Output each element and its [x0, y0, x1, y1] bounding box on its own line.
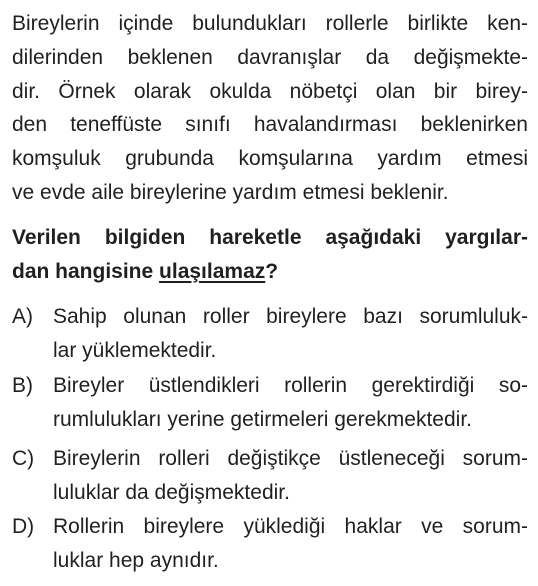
question-line: Verilen bilgiden hareketle aşağıdaki yargılar-: [12, 226, 528, 249]
passage-line: komşuluk grubunda komşularına yardım etmesi: [12, 147, 528, 170]
option-text: Bireylerin rolleri değiştikçe üstleneceği sorum-: [53, 447, 528, 470]
option-text: Bireyler üstlendikleri rollerin gerektirdiği so-: [53, 374, 528, 397]
passage-line: dilerinden beklenen davranışlar da değişmekte-: [12, 46, 528, 69]
question-line: [12, 260, 278, 284]
option-text: lar yüklemektedir.: [53, 339, 217, 362]
passage-line: dir. Örnek olarak okulda nöbetçi olan bir birey-: [12, 80, 528, 103]
option-letter: C): [12, 447, 35, 470]
option-text: luluklar da değişmektedir.: [53, 481, 290, 504]
option-letter: A): [12, 305, 33, 328]
passage-line: den teneffüste sınıfı havalandırması beklenirken: [12, 113, 528, 136]
passage-line: Bireylerin içinde bulundukları rollerle birlikte ken-: [12, 12, 528, 35]
question-emphasis: ulaşılamaz: [159, 260, 266, 283]
option-letter: D): [12, 515, 35, 538]
question-text: dan hangisine: [12, 260, 160, 283]
question-mark: ?: [265, 260, 279, 283]
option-text: rumlulukları yerine getirmeleri gerekmektedir.: [53, 408, 472, 431]
option-text: Rollerin bireylere yüklediği haklar ve sorum-: [53, 515, 528, 538]
option-letter: B): [12, 374, 33, 397]
option-text: Sahip olunan roller bireylere bazı sorumluluk-: [53, 305, 528, 328]
passage-line: ve evde aile bireylerine yardım etmesi beklenir.: [12, 181, 449, 204]
option-text: luklar hep aynıdır.: [53, 549, 219, 572]
